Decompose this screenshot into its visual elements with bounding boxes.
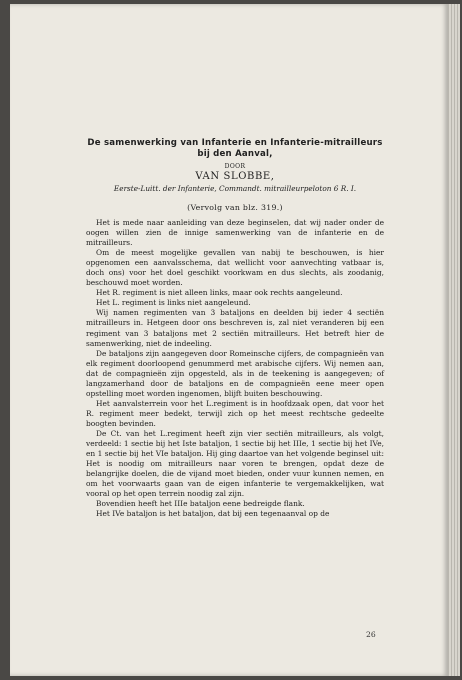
- paragraph: De Ct. van het L.regiment heeft zijn vier sectiën mitrailleurs, als volgt, verdeeld: 1 sectie bij het Iste bataljon, 1 sectie bij het IIIe, 1 sectie bij het IVe, en 1 sectie bij het VIe bataljon. Hij ging daartoe van het volgende beginsel uit: Het is noodig om mitrailleurs naar voren te brengen, opdat deze de belangrijke doelen, die de vijand moet bieden, onder vuur kunnen nemen, en om het voorwaarts gaan van de eigen infanterie te vergemakkelijken, wat vooral op het open terrein noodig zal zijn.: [86, 428, 384, 499]
- article: [86, 138, 384, 519]
- author-role: Eerste-Luitt. der Infanterie, Commandt. mitrailleurpeloton 6 R. I.: [113, 184, 357, 193]
- paragraph: Het R. regiment is niet alleen links, maar ook rechts aangeleund.: [96, 288, 343, 298]
- article-title: [86, 138, 384, 160]
- paragraph: De bataljons zijn aangegeven door Romeinsche cijfers, de compagnieën van elk regiment doorloopend genummerd met arabische cijfers. Wij nemen aan, dat de compagnieën zijn opgesteld, als in de teekening is aangegeven; of langzamerhand door de bataljons en de compagnieën eene meer open opstelling moet worden ingenomen, blijft buiten beschouwing.: [86, 348, 384, 398]
- paragraph: Het aanvalsterrein voor het L.regiment is in hoofdzaak open, dat voor het R. regiment meer bedekt, terwijl zich op het meest rechtsche gedeelte boogten bevinden.: [86, 398, 384, 428]
- paragraph: Om de meest mogelijke gevallen van nabij te beschouwen, is hier opgenomen een aanvalsschema, dat wellicht voor aanvechting vatbaar is, doch ons) voor het doel geschikt voorkwam en dus slechts, als zoodanig, beschouwd moet worden.: [86, 248, 384, 288]
- page-number: 26: [366, 630, 376, 639]
- author-name: VAN SLOBBE,: [195, 171, 275, 182]
- title-line-1: De samenwerking van Infanterie en Infanterie-mitrailleurs: [87, 138, 383, 148]
- page-edges: [448, 4, 460, 676]
- paragraph: Het IVe bataljon is het bataljon, dat bij een tegenaanval op de: [96, 509, 330, 519]
- title-line-2: bij den Aanval,: [197, 149, 273, 159]
- continuation-note: (Vervolg van blz. 319.): [187, 203, 283, 212]
- paragraph: Het L. regiment is links niet aangeleund.: [96, 298, 251, 308]
- article-body: [86, 218, 384, 519]
- paragraph: Het is mede naar aanleiding van deze beginselen, dat wij nader onder de oogen willen zien de innige samenwerking van de infanterie en de mitrailleurs.: [86, 218, 384, 248]
- paragraph: Bovendien heeft het IIIe bataljon eene bedreigde flank.: [96, 499, 305, 509]
- paragraph: Wij namen regimenten van 3 bataljons en deelden bij ieder 4 sectiën mitrailleurs in. Hetgeen door ons beschreven is, zal niet veranderen bij een regiment van 3 bataljons met 2 sectiën mitrailleurs. Het betreft hier de samenwerking, niet de indeeling.: [86, 308, 384, 348]
- byline-prefix: DOOR: [224, 163, 246, 170]
